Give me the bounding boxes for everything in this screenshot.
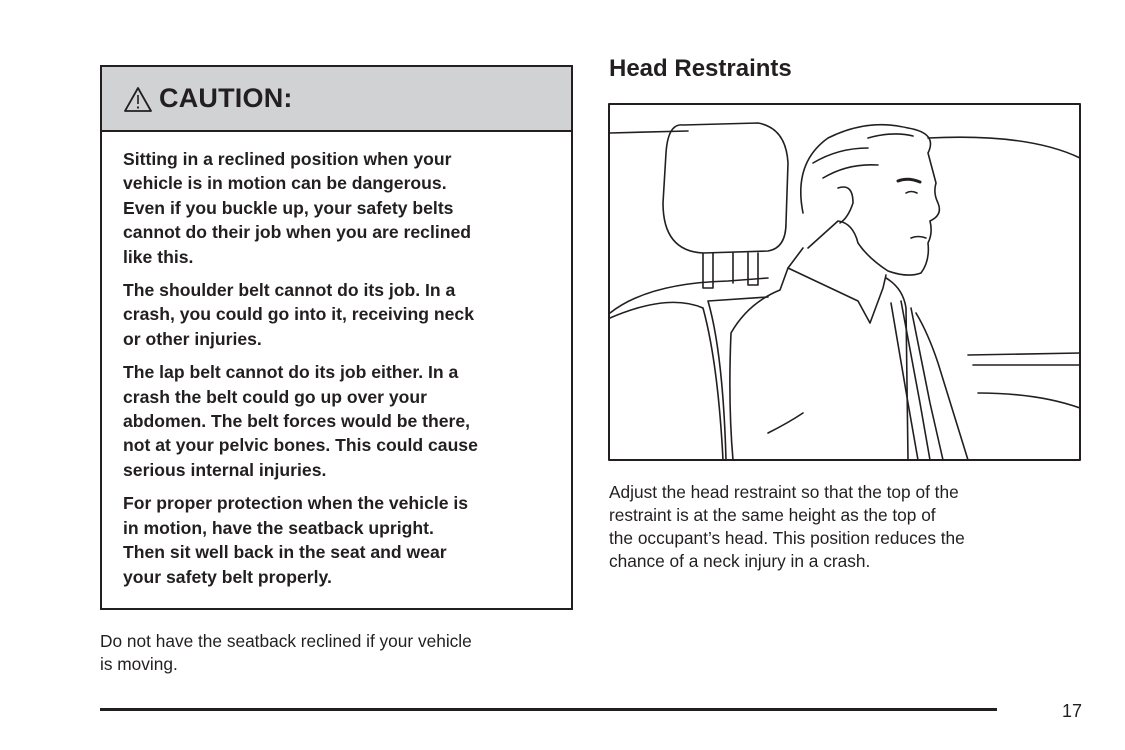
caution-box <box>100 65 573 610</box>
text-line: Sitting in a reclined position when your <box>123 149 452 169</box>
text-line: chance of a neck injury in a crash. <box>609 551 871 571</box>
footer-rule <box>100 708 997 711</box>
text-line: or other injuries. <box>123 328 262 349</box>
text-line: restraint is at the same height as the top of <box>609 505 936 525</box>
text-line: vehicle is in motion can be dangerous. <box>123 173 447 194</box>
text-line: not at your pelvic bones. This could cause <box>123 435 478 456</box>
text-line: in motion, have the seatback upright. <box>123 517 434 538</box>
section-heading: Head Restraints <box>609 55 792 82</box>
text-line: crash the belt could go up over your <box>123 386 428 407</box>
caution-title: CAUTION: <box>159 83 293 113</box>
text-line: The lap belt cannot do its job either. In a <box>123 362 459 383</box>
text-line: Do not have the seatback reclined if your vehicle <box>100 631 472 651</box>
text-line: serious internal injuries. <box>123 459 327 480</box>
caution-paragraph <box>123 491 571 589</box>
caution-body <box>102 132 571 589</box>
text-line: like this. <box>123 246 194 267</box>
page-number: 17 <box>1062 701 1083 721</box>
text-line: Adjust the head restraint so that the top of the <box>609 482 959 502</box>
text-line: your safety belt properly. <box>123 566 332 587</box>
caution-paragraph <box>123 278 571 351</box>
text-line: crash, you could go into it, receiving neck <box>123 304 474 325</box>
caution-paragraph <box>123 147 571 269</box>
text-line: Then sit well back in the seat and wear <box>123 542 447 563</box>
head-restraint-description <box>609 481 965 573</box>
text-line: the occupant’s head. This position reduces the <box>609 528 965 548</box>
text-line: is moving. <box>100 654 178 674</box>
text-line: The shoulder belt cannot do its job. In a <box>123 280 456 301</box>
caution-header <box>102 67 571 132</box>
text-line: For proper protection when the vehicle is <box>123 493 469 514</box>
seatback-note <box>100 630 472 676</box>
text-line: abdomen. The belt forces would be there, <box>123 411 471 432</box>
warning-triangle-icon <box>123 85 153 113</box>
text-line: cannot do their job when you are reclined <box>123 222 472 243</box>
head-restraint-illustration <box>608 103 1081 461</box>
text-line: Even if you buckle up, your safety belts <box>123 197 454 218</box>
caution-paragraph <box>123 360 571 482</box>
